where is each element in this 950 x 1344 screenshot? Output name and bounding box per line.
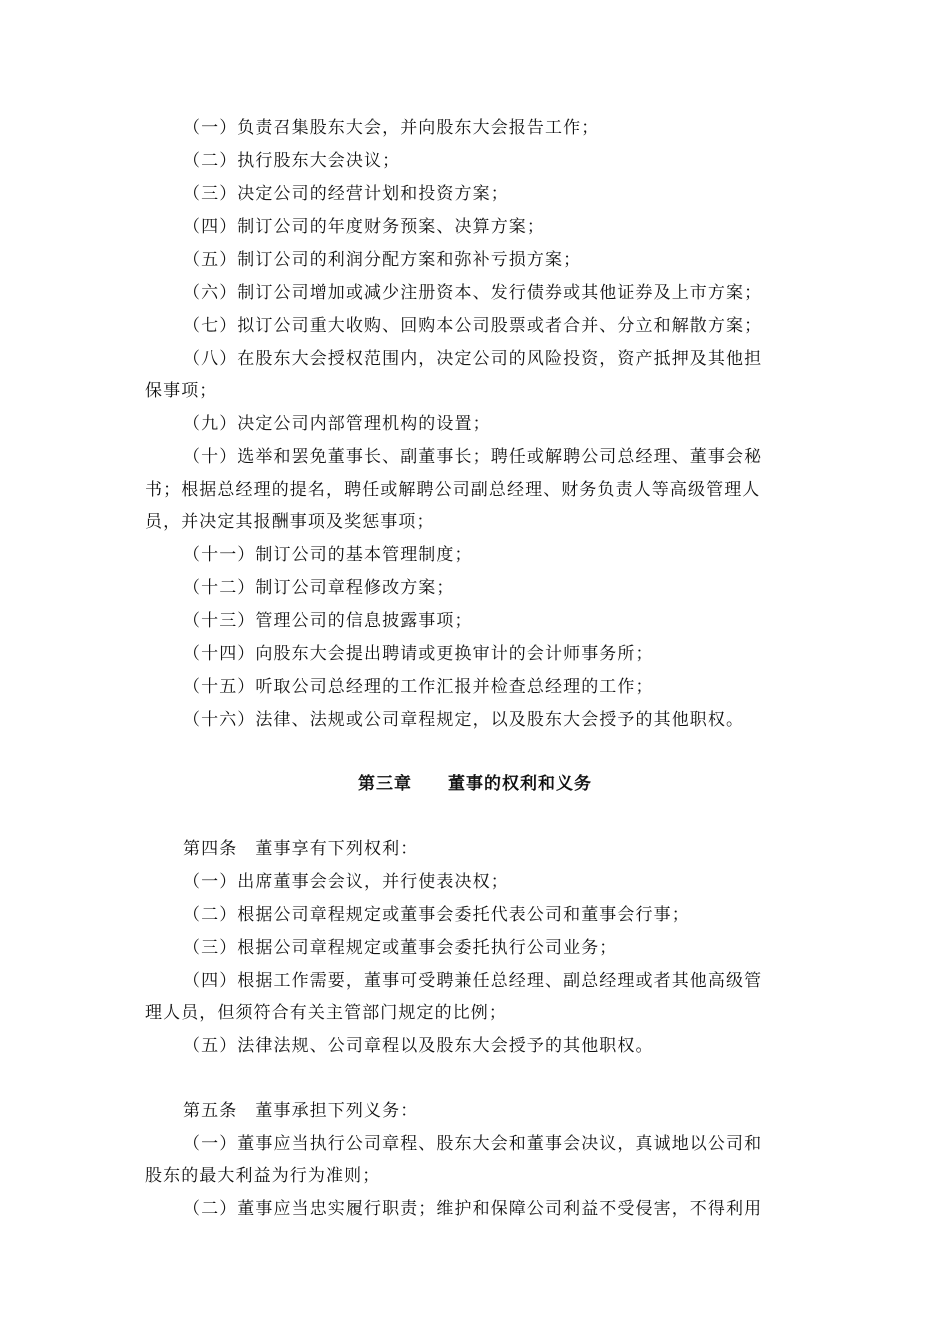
duty-item-14: （十四）向股东大会提出聘请或更换审计的会计师事务所；	[183, 644, 654, 664]
chapter-heading: 第三章 董事的权利和义务	[358, 774, 592, 794]
right-item-2: （二）根据公司章程规定或董事会委托代表公司和董事会行事；	[183, 905, 690, 925]
right-item-4-cont: 理人员，但须符合有关主管部门规定的比例；	[145, 1003, 507, 1023]
right-item-3: （三）根据公司章程规定或董事会委托执行公司业务；	[183, 938, 618, 958]
right-item-5: （五）法律法规、公司章程以及股东大会授予的其他职权。	[183, 1036, 654, 1056]
duty-item-8-cont: 保事项；	[145, 381, 218, 401]
duty-item-6: （六）制订公司增加或减少注册资本、发行债券或其他证券及上市方案；	[183, 283, 763, 303]
obligation-item-1: （一）董事应当执行公司章程、股东大会和董事会决议，真诚地以公司和	[183, 1134, 763, 1154]
article4-heading: 第四条 董事享有下列权利：	[183, 839, 419, 859]
right-item-4: （四）根据工作需要，董事可受聘兼任总经理、副总经理或者其他高级管	[183, 971, 763, 991]
duty-item-10-cont-1: 书；根据总经理的提名，聘任或解聘公司副总经理、财务负责人等高级管理人	[145, 480, 761, 500]
duty-item-16: （十六）法律、法规或公司章程规定，以及股东大会授予的其他职权。	[183, 710, 745, 730]
article5-heading: 第五条 董事承担下列义务：	[183, 1101, 419, 1121]
obligation-item-1-cont: 股东的最大利益为行为准则；	[145, 1166, 381, 1186]
duty-item-15: （十五）听取公司总经理的工作汇报并检查总经理的工作；	[183, 677, 654, 697]
right-item-1: （一）出席董事会会议，并行使表决权；	[183, 872, 509, 892]
duty-item-2: （二）执行股东大会决议；	[183, 151, 401, 171]
duty-item-5: （五）制订公司的利润分配方案和弥补亏损方案；	[183, 250, 582, 270]
duty-item-9: （九）决定公司内部管理机构的设置；	[183, 414, 491, 434]
duty-item-10-cont-2: 员，并决定其报酬事项及奖惩事项；	[145, 512, 435, 532]
duty-item-4: （四）制订公司的年度财务预案、决算方案；	[183, 217, 545, 237]
duty-item-8: （八）在股东大会授权范围内，决定公司的风险投资，资产抵押及其他担	[183, 349, 763, 369]
obligation-item-2: （二）董事应当忠实履行职责；维护和保障公司利益不受侵害，不得利用	[183, 1199, 763, 1219]
duty-item-1: （一）负责召集股东大会，并向股东大会报告工作；	[183, 118, 600, 138]
duty-item-11: （十一）制订公司的基本管理制度；	[183, 545, 473, 565]
duty-item-10: （十）选举和罢免董事长、副董事长；聘任或解聘公司总经理、董事会秘	[183, 447, 763, 467]
duty-item-3: （三）决定公司的经营计划和投资方案；	[183, 184, 509, 204]
duty-item-13: （十三）管理公司的信息披露事项；	[183, 611, 473, 631]
duty-item-7: （七）拟订公司重大收购、回购本公司股票或者合并、分立和解散方案；	[183, 316, 763, 336]
duty-item-12: （十二）制订公司章程修改方案；	[183, 578, 455, 598]
